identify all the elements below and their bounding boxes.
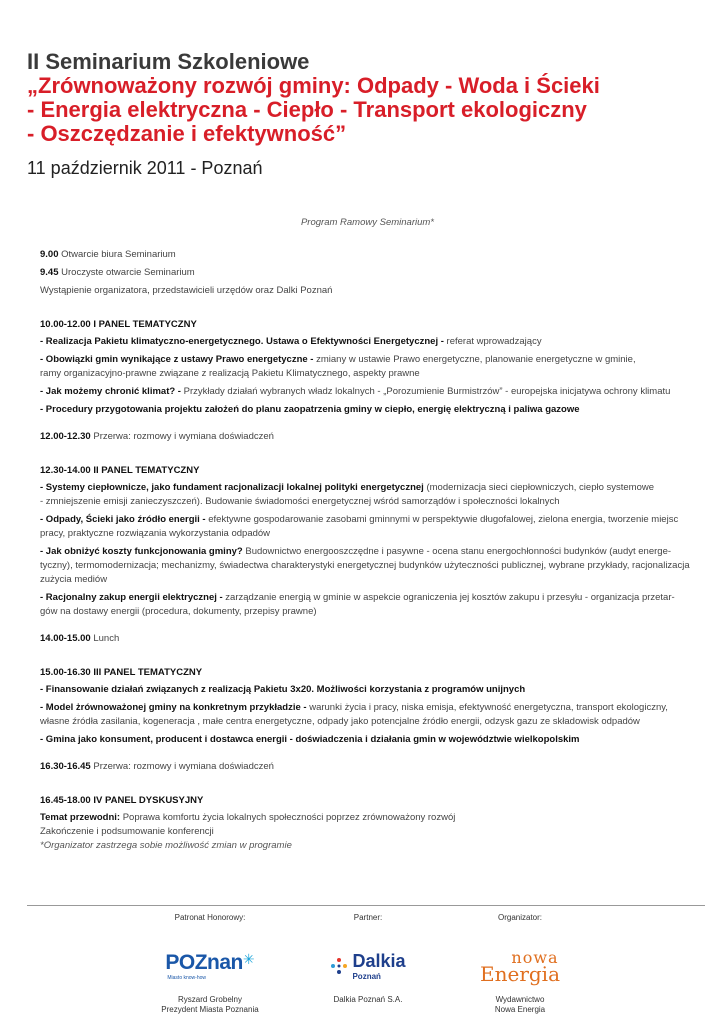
panel-3-heading: 15.00-16.30 III PANEL TEMATYCZNY — [40, 667, 203, 678]
panel-3-item-2-cont: własne źródła zasilania, kogeneracja , małe centra energetyczne, odpady jako potencjalne źródło energii, odzysk gazu ze składowisk odpadów — [40, 716, 640, 727]
patron-caption-2: Prezydent Miasta Poznania — [161, 1005, 259, 1014]
panel-1-item-3-text: Przykłady działań wybranych władz lokalnych - „Porozumienie Burmistrzów” - europejska inicjatywa ochrony klimatu — [180, 386, 671, 397]
star-icon: ✳ — [242, 951, 255, 967]
organizer-role: Organizator: — [497, 913, 543, 922]
footer-partner — [288, 913, 448, 1005]
panel-2-item-3-text: Budownictwo energooszczędne i pasywne - ocena stanu energochłonności budynków (audyt energe- — [242, 546, 672, 557]
opening-item-2 — [40, 266, 690, 279]
panel-2-item-2-cont: pracy, praktyczne rozwiązania wykorzystania odpadów — [40, 528, 271, 539]
seminar-title-line-3: - Oszczędzanie i efektywność” — [27, 121, 347, 146]
program-content — [40, 248, 690, 857]
program-title: Program Ramowy Seminarium* — [300, 217, 435, 228]
program-footnote: *Organizator zastrzega sobie możliwość zmian w programie — [40, 840, 292, 851]
footer-patron — [130, 913, 290, 1015]
panel-4-closing: Zakończenie i podsumowanie konferencji — [40, 826, 214, 837]
panel-1-item-2 — [40, 353, 690, 366]
nowa-energia-logo-bottom: Energia — [480, 962, 560, 986]
opening-time-2: 9.45 — [40, 267, 59, 278]
panel-2-item-1 — [40, 481, 690, 494]
panel-1-item-1 — [40, 335, 690, 348]
panel-1-item-1-bold: - Realizacja Pakietu klimatyczno-energetycznego. Ustawa o Efektywności Energetycznej - — [40, 336, 444, 347]
panel-1-item-2-bold: - Obowiązki gmin wynikające z ustawy Prawo energetyczne - — [40, 354, 314, 365]
panel-4-heading: 16.45-18.00 IV PANEL DYSKUSYJNY — [40, 795, 204, 806]
panel-4-theme-bold: Temat przewodni: — [40, 812, 121, 823]
organizer-caption-1: Wydawnictwo — [495, 995, 545, 1004]
panel-2-item-2 — [40, 513, 690, 526]
opening-item-1 — [40, 248, 690, 261]
panel-2-item-2-bold: - Odpady, Ścieki jako źródło energii - — [40, 514, 206, 525]
panel-1-item-2-text: zmiany w ustawie Prawo energetyczne, planowanie energetyczne w gminie, — [313, 354, 636, 365]
seminar-date: 11 październik 2011 - Poznań — [27, 158, 263, 178]
nowa-energia-logo — [440, 947, 600, 985]
panel-2-item-3-cont: tyczny), termomodernizacja; mechanizmy, świadectwa charakterystyki energetycznej budynków użyteczności publicznej, wybrane przykłady, racjonalizacja — [40, 560, 690, 571]
seminar-title-line-2: - Energia elektryczna - Ciepło - Transport ekologiczny — [27, 97, 587, 122]
panel-1-item-2-cont: ramy organizacyjno-prawne związane z realizacją Pakietu Klimatycznego, aspekty prawne — [40, 368, 420, 379]
dalkia-dots-icon — [330, 957, 348, 975]
break-1-text: Przerwa: rozmowy i wymiana doświadczeń — [90, 431, 274, 442]
dalkia-logo-sub: Poznań — [352, 972, 381, 981]
opening-text-1: Otwarcie biura Seminarium — [58, 249, 176, 260]
panel-2-item-3 — [40, 545, 690, 558]
poznan-logo-tagline: Miasto know-how — [167, 975, 207, 981]
panel-3-item-3-bold: - Gmina jako konsument, producent i dostawca energii - doświadczenia i działania gmin w województwie wielkopolskim — [40, 734, 580, 745]
panel-1-item-3 — [40, 385, 690, 398]
panel-1-item-1-text: referat wprowadzający — [443, 336, 542, 347]
panel-2-item-1-bold: - Systemy ciepłownicze, jako fundament racjonalizacji lokalnej polityki energetycznej — [40, 482, 424, 493]
panel-3-item-2-text: warunki życia i pracy, niska emisja, efektywność energetyczna, transport ekologiczny, — [306, 702, 668, 713]
panel-2-item-1-text: (modernizacja sieci ciepłowniczych, ciepło systemowe — [423, 482, 655, 493]
panel-4-theme-text: Poprawa komfortu życia lokalnych społeczności poprzez zrównoważony rozwój — [120, 812, 456, 823]
organizer-caption-2: Nowa Energia — [494, 1005, 546, 1014]
break-1 — [40, 430, 690, 443]
lunch-text: Lunch — [90, 633, 120, 644]
panel-2-item-3-cont-2: zużycia mediów — [40, 574, 108, 585]
seminar-title-line-1: „Zrównoważony rozwój gminy: Odpady - Woda i Ścieki — [27, 73, 600, 98]
panel-2-item-4-cont: gów na dostawy energii (procedura, dokumenty, przepisy prawne) — [40, 606, 317, 617]
poznan-logo-text: POZnan — [165, 951, 243, 974]
panel-2-item-4-bold: - Racjonalny zakup energii elektrycznej - — [40, 592, 223, 603]
opening-text-2: Uroczyste otwarcie Seminarium — [58, 267, 195, 278]
panel-3-item-2 — [40, 701, 690, 714]
patron-role: Patronat Honorowy: — [174, 913, 246, 922]
break-2-time: 16.30-16.45 — [40, 761, 91, 772]
panel-1-heading: 10.00-12.00 I PANEL TEMATYCZNY — [40, 319, 197, 330]
seminar-subtitle: II Seminarium Szkoleniowe — [27, 49, 310, 74]
opening-time-1: 9.00 — [40, 249, 59, 260]
poznan-logo — [130, 947, 290, 985]
opening-item-3: Wystąpienie organizatora, przedstawicieli urzędów oraz Dalki Poznań — [40, 285, 333, 296]
panel-2-item-3-bold: - Jak obniżyć koszty funkcjonowania gminy? — [40, 546, 243, 557]
panel-2-item-2-text: efektywne gospodarowanie zasobami gminnymi w perspektywie długofalowej, zielona energia, tworzenie miejsc — [205, 514, 679, 525]
dalkia-logo — [288, 947, 448, 985]
nowa-energia-logo-top: nowa — [511, 948, 559, 967]
partner-role: Partner: — [353, 913, 383, 922]
panel-2-item-1-cont: - zmniejszenie emisji zanieczyszczeń). Budowanie świadomości energetycznej wśród samorządów i społeczności lokalnych — [40, 496, 560, 507]
dalkia-logo-text: Dalkia — [352, 951, 406, 971]
footer-organizer — [440, 913, 600, 1015]
break-2-text: Przerwa: rozmowy i wymiana doświadczeń — [90, 761, 274, 772]
panel-1-item-4-bold: - Procedury przygotowania projektu założeń do planu zaopatrzenia gminy w ciepło, energię elektryczną i paliwa gazowe — [40, 404, 580, 415]
panel-2-heading: 12.30-14.00 II PANEL TEMATYCZNY — [40, 465, 200, 476]
patron-caption-1: Ryszard Grobelny — [177, 995, 243, 1004]
document-header — [27, 50, 707, 179]
panel-4-theme — [40, 811, 690, 824]
panel-2-item-4-text: zarządzanie energią w gminie w aspekcie ograniczenia jej kosztów zakupu i przesyłu - organizacja przetar- — [222, 592, 675, 603]
panel-3-item-3 — [40, 733, 690, 746]
break-1-time: 12.00-12.30 — [40, 431, 91, 442]
partner-caption-1: Dalkia Poznań S.A. — [333, 995, 403, 1004]
panel-3-item-1 — [40, 683, 690, 696]
panel-1-item-3-bold: - Jak możemy chronić klimat? - — [40, 386, 181, 397]
break-2 — [40, 760, 690, 773]
lunch — [40, 632, 690, 645]
panel-3-item-2-bold: - Model żrównoważonej gminy na konkretnym przykładzie - — [40, 702, 307, 713]
footer-divider — [27, 905, 705, 906]
panel-1-item-4 — [40, 403, 690, 416]
panel-2-item-4 — [40, 591, 690, 604]
lunch-time: 14.00-15.00 — [40, 633, 91, 644]
panel-3-item-1-bold: - Finansowanie działań związanych z realizacją Pakietu 3x20. Możliwości korzystania z programów unijnych — [40, 684, 526, 695]
